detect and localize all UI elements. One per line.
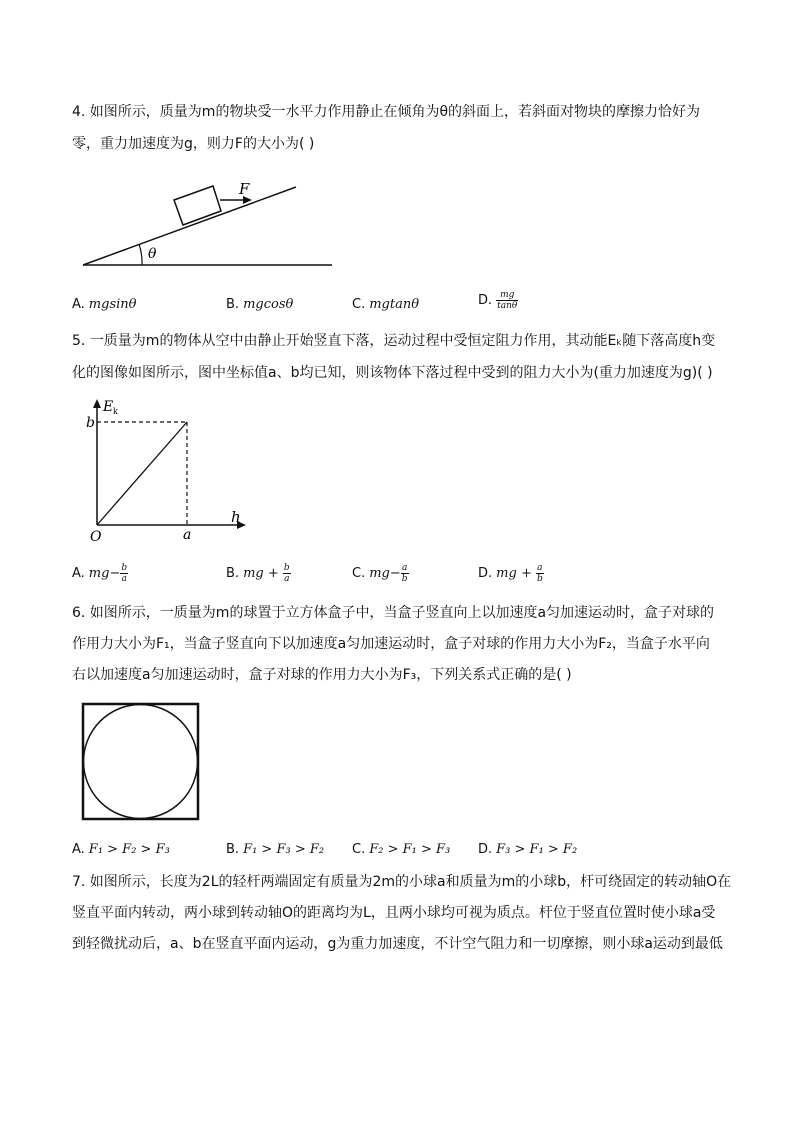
q5-energy-graph [80, 395, 255, 545]
q4-option-d[interactable]: D. $\frac{mg}{\tan\theta}$ [478, 290, 518, 311]
angle-arc [139, 244, 142, 265]
q4-line-2: 零，重力加速度为g，则力F的大小为( ) [72, 136, 315, 152]
y-axis-arrow [93, 399, 101, 408]
q6-line-3: 右以加速度a匀加速运动时，盒子对球的作用力大小为F₃，下列关系式正确的是( ) [72, 667, 572, 683]
q7-line-3: 到轻微扰动后，a、b在竖直平面内运动，g为重力加速度，不计空气阻力和一切摩擦，则小球a运动到最低 [72, 936, 723, 952]
y-axis-label-sub: k [113, 407, 118, 416]
q6-option-d[interactable]: D. F₃ > F₁ > F₂ [478, 842, 578, 857]
q7-line-1: 7. 如图所示，长度为2L的轻杆两端固定有质量为2m的小球a和质量为m的小球b，杆可绕固定的转动轴O在 [72, 874, 732, 890]
q6-line-1: 6. 如图所示，一质量为m的球置于立方体盒子中，当盒子竖直向上以加速度a匀加速运动时，盒子对球的 [72, 605, 715, 621]
angle-label: θ [148, 246, 157, 262]
force-label: F [239, 180, 250, 198]
q6-box-figure [80, 702, 204, 824]
q5-option-d[interactable]: D. mg + $\frac{a}{b}$ [478, 563, 543, 584]
q4-option-a[interactable]: A. mgsinθ [72, 297, 137, 312]
q6-option-c[interactable]: C. F₂ > F₁ > F₃ [352, 842, 451, 857]
q4-incline-figure [80, 176, 340, 272]
q4-option-b[interactable]: B. mgcosθ [226, 297, 294, 312]
b-label: b [86, 415, 95, 431]
a-label: a [183, 527, 192, 543]
q5-line-2: 化的图像如图所示，图中坐标值a、b均已知，则该物体下落过程中受到的阻力大小为(重力加速度为g)( ) [72, 365, 713, 381]
q4-line-1: 4. 如图所示，质量为m的物块受一水平力作用静止在倾角为θ的斜面上，若斜面对物块的摩擦力恰好为 [72, 104, 701, 120]
q5-option-a[interactable]: A. mg− $\frac{b}{a}$ [72, 563, 128, 584]
origin-label: O [90, 529, 102, 545]
q5-option-c[interactable]: C. mg− $\frac{a}{b}$ [352, 563, 408, 584]
y-axis-label: E [103, 399, 114, 415]
q4-option-c[interactable]: C. mgtanθ [352, 297, 420, 312]
q5-line-1: 5. 一质量为m的物体从空中由静止开始竖直下落，运动过程中受恒定阻力作用，其动能Eₖ随下落高度h变 [72, 333, 716, 349]
q5-option-b[interactable]: B. mg + $\frac{b}{a}$ [226, 563, 290, 584]
q6-option-a[interactable]: A. F₁ > F₂ > F₃ [72, 842, 170, 857]
x-axis-label: h [231, 508, 241, 526]
q6-option-b[interactable]: B. F₁ > F₃ > F₂ [226, 842, 325, 857]
block [174, 186, 221, 225]
ball [84, 705, 198, 819]
q7-line-2: 竖直平面内转动，两小球到转动轴O的距离均为L，且两小球均可视为质点。杆位于竖直位置时使小球a受 [72, 905, 716, 921]
q6-line-2: 作用力大小为F₁，当盒子竖直向下以加速度a匀加速运动时，盒子对球的作用力大小为F₂，当盒子水平向 [72, 636, 710, 652]
data-line [97, 422, 187, 525]
